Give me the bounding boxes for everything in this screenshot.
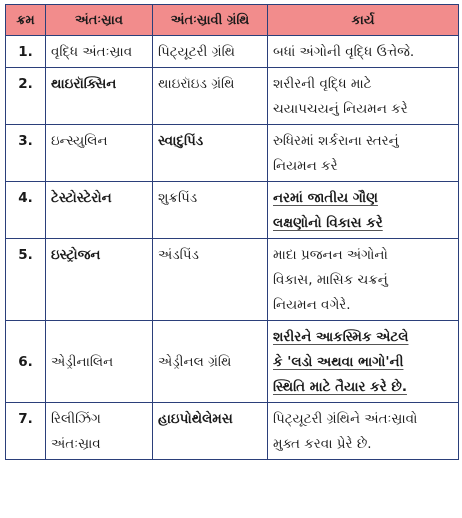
header-gland: અંતઃસ્રાવી ગ્રંથિ — [153, 5, 268, 36]
table-row — [6, 125, 459, 182]
function-line: રુધિરમાં શર્કરાના સ્તરનું — [273, 133, 399, 149]
hormone-name: થાઇરૉક્સિન — [51, 76, 117, 92]
row-number: 5. — [6, 239, 46, 321]
row-number: 1. — [6, 36, 46, 68]
function-cell — [268, 36, 459, 68]
gland-cell — [153, 403, 268, 460]
function-cell — [268, 321, 459, 403]
gland-name: પિટ્યૂટરી ગ્રંથિ — [158, 44, 235, 60]
function-line: નિયમન વગેરે. — [273, 297, 351, 313]
gland-cell — [153, 68, 268, 125]
gland-cell — [153, 36, 268, 68]
function-line: માદા પ્રજનન અંગોનો — [273, 247, 388, 263]
function-cell — [268, 239, 459, 321]
function-line: લક્ષણોનો વિકાસ કરે — [273, 215, 383, 231]
hormone-cell — [46, 68, 153, 125]
function-line: ચયાપચયનું નિયમન કરે — [273, 101, 408, 117]
function-line: નિયમન કરે — [273, 158, 338, 174]
function-line: કે 'લડો અથવા ભાગો'ની — [273, 354, 404, 370]
hormone-table — [5, 4, 459, 460]
table-header-row — [6, 5, 459, 36]
row-number: 7. — [6, 403, 46, 460]
hormone-cell — [46, 403, 153, 460]
function-line: પિટ્યૂટરી ગ્રંથિને અંતઃસ્રાવો — [273, 411, 418, 427]
function-line: સ્થિતિ માટે તૈયાર કરે છે. — [273, 379, 407, 395]
function-line: વિકાસ, માસિક ચક્રનું — [273, 272, 388, 288]
header-function: કાર્ય — [268, 5, 459, 36]
gland-cell — [153, 182, 268, 239]
hormone-cell — [46, 125, 153, 182]
hormone-name: ઇન્સ્યુલિન — [51, 133, 108, 149]
row-number: 6. — [18, 354, 33, 370]
table-row — [6, 239, 459, 321]
hormone-name: વૃદ્ધિ અંતઃસ્રાવ — [51, 44, 133, 60]
hormone-name: એડ્રીનાલિન — [51, 354, 114, 370]
table-row — [6, 68, 459, 125]
row-number: 4. — [6, 182, 46, 239]
hormone-cell — [46, 36, 153, 68]
function-line: મુક્ત કરવા પ્રેરે છે. — [273, 436, 372, 452]
row-number: 3. — [6, 125, 46, 182]
table-row — [6, 182, 459, 239]
hormone-name: ટેસ્ટોસ્ટેરોન — [51, 190, 112, 206]
hormone-cell — [46, 182, 153, 239]
row-number: 2. — [6, 68, 46, 125]
hormone-name: અંતઃસ્રાવ — [51, 436, 101, 452]
function-line: શરીરની વૃદ્ધિ માટે — [273, 76, 372, 92]
hormone-cell — [46, 239, 153, 321]
gland-name: અંડપિંડ — [158, 247, 199, 263]
table-row — [6, 321, 459, 403]
function-line: નરમાં જાતીય ગૌણ — [273, 190, 378, 206]
header-hormone: અંતઃસ્રાવ — [46, 5, 153, 36]
hormone-name: રિલીઝિંગ — [51, 411, 101, 427]
function-cell — [268, 403, 459, 460]
function-line: બધાં અંગોની વૃદ્ધિ ઉત્તેજે. — [273, 44, 415, 60]
function-cell — [268, 125, 459, 182]
hormone-cell — [46, 321, 153, 403]
gland-name: થાઇરૉઇડ ગ્રંથિ — [158, 76, 235, 92]
gland-name: એડ્રીનલ ગ્રંથિ — [158, 354, 232, 370]
table-row — [6, 36, 459, 68]
function-cell — [268, 182, 459, 239]
header-serial: ક્રમ — [6, 5, 46, 36]
table-row — [6, 403, 459, 460]
function-line: શરીરને આકસ્મિક એટલે — [273, 329, 409, 345]
gland-cell — [153, 239, 268, 321]
hormone-name: ઇસ્ટ્રોજન — [51, 247, 101, 263]
gland-cell — [153, 125, 268, 182]
gland-cell — [153, 321, 268, 403]
gland-name: સ્વાદુપિંડ — [158, 133, 204, 149]
gland-name: હાઇપોથેલેમસ — [158, 411, 233, 427]
function-cell — [268, 68, 459, 125]
gland-name: શુક્રપિંડ — [158, 190, 198, 206]
